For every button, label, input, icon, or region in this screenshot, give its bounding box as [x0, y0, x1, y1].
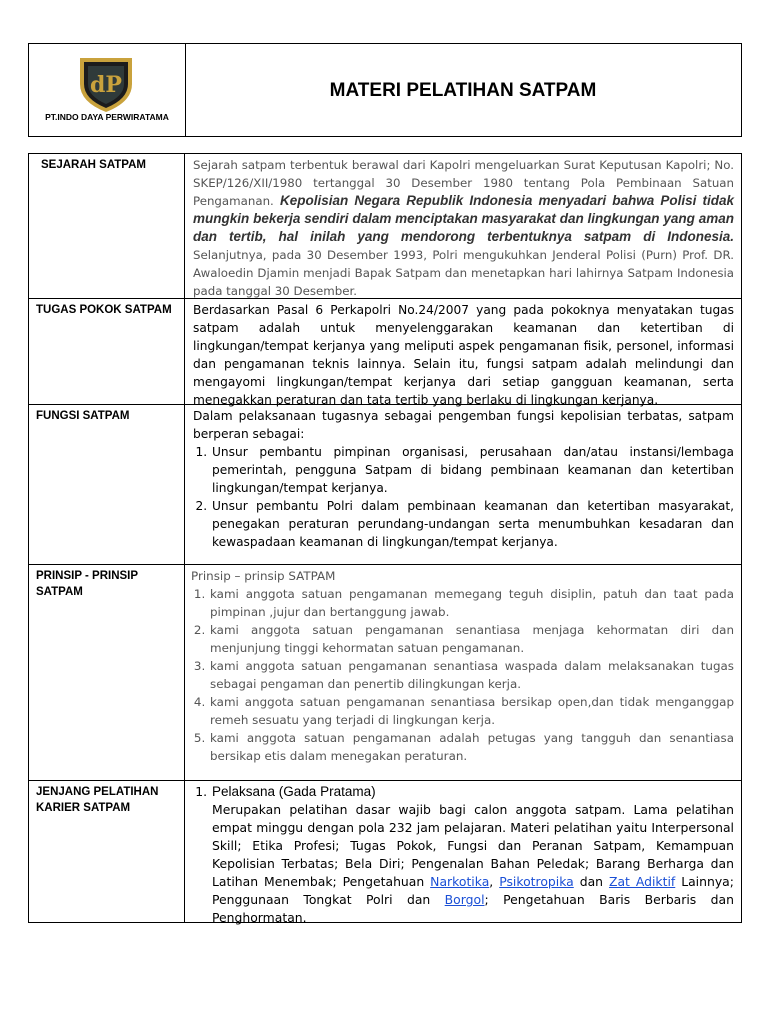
row-sejarah [29, 154, 741, 298]
logo-letters: dP [90, 72, 122, 98]
sejarah-text-3: Selanjutnya, pada 30 Desember 1993, Polri mengukuhkan Jenderal Polisi (Purn) Prof. DR. Awaloedin Djamin menjadi Bapak Satpam dan menetapkan hari lahirnya Satpam Indonesia pada tanggal 30 Desember. [193, 248, 734, 298]
page-title: MATERI PELATIHAN SATPAM [329, 80, 597, 101]
list-item: 2. Unsur pembantu Polri dalam pembinaan keamanan dan ketertiban masyarakat, penegakan peraturan perundang-undangan serta menumbuhkan kesadaran dan kewaspadaan keamanan di lingkungan/tempat kerjanya. [211, 497, 734, 551]
materi-table [28, 153, 742, 923]
link-narkotika[interactable]: Narkotika [430, 874, 490, 889]
jenjang-list [193, 783, 734, 927]
row-prinsip [29, 564, 741, 781]
prinsip-list [191, 585, 734, 765]
list-item: 4. kami anggota satuan pengamanan senantiasa bersikap open,dan tidak menganggap remeh sesuatu yang terjadi di lingkungan kerja. [209, 693, 734, 729]
label-fungsi: FUNGSI SATPAM [36, 410, 130, 422]
label-jenjang: JENJANG PELATIHAN KARIER SATPAM [36, 786, 159, 814]
label-sejarah: SEJARAH SATPAM [41, 159, 146, 171]
content-fungsi [193, 407, 734, 551]
row-jenjang [29, 780, 741, 923]
list-item: 1. Unsur pembantu pimpinan organisasi, perusahaan dan/atau instansi/lembaga pemerintah, pengguna Satpam di bidang pembinaan keamanan dan ketertiban lingkungan/tempat kerjanya. [211, 443, 734, 497]
list-item: 2. kami anggota satuan pengamanan senantiasa menjaga kehormatan diri dan menjunjung tinggi kehormatan satuan pengamanan. [209, 621, 734, 657]
content-tugas: Berdasarkan Pasal 6 Perkapolri No.24/2007 yang pada pokoknya menyatakan tugas satpam adalah untuk menyelenggarakan keamanan dan ketertiban di lingkungan/tempat kerjanya yang meliputi aspek pengamanan fisik, personel, informasi dan pengamanan teknis lainnya. Selain itu, fungsi satpam adalah melindungi dan mengayomi lingkungan/tempat kerjanya dari setiap gangguan keamanan, serta menegakkan peraturan dan tata tertib yang berlaku di lingkungan kerjanya. [193, 303, 734, 407]
sejarah-text-2: Kepolisian Negara Republik Indonesia menyadari bahwa Polisi tidak mungkin bekerja sendiri dalam menciptakan masyarakat dan lingkungan yang aman dan tertib, hal inilah yang mendorong terbentuknya satpam di Indonesia. [193, 193, 735, 244]
label-prinsip: PRINSIP - PRINSIP SATPAM [36, 570, 138, 598]
fungsi-list [193, 443, 734, 551]
row-fungsi [29, 404, 741, 565]
company-logo [76, 54, 136, 114]
company-name: PT.INDO DAYA PERWIRATAMA [45, 112, 169, 122]
sejarah-text-1: Sejarah satpam terbentuk berawal dari Kapolri mengeluarkan Surat Keputusan Kapolri; No. SKEP/126/XII/1980 tertanggal 30 Desember 1980 tentang Pola Pembinaan Satuan Pengamanan. [193, 158, 734, 208]
list-item: 1. kami anggota satuan pengamanan memegang teguh disiplin, patuh dan taat pada pimpinan ,jujur dan bertanggung jawab. [209, 585, 734, 621]
jenjang-sep: , [489, 874, 494, 889]
fungsi-intro: Dalam pelaksanaan tugasnya sebagai pengemban fungsi kepolisian terbatas, satpam berperan sebagai: [193, 409, 734, 441]
jenjang-text-3: ; Pengetahuan Baris Berbaris dan Penghormatan. [212, 892, 734, 925]
link-zat-adiktif[interactable]: Zat Adiktif [608, 874, 676, 889]
content-prinsip [191, 567, 734, 765]
jenjang-text-1: Merupakan pelatihan dasar wajib bagi calon anggota satpam. Lama pelatihan empat minggu dengan pola 232 jam pelajaran. Materi pelatihan yaitu Interpersonal Skill; Etika Profesi; Tugas Pokok, Fungsi dan Peranan Satpam, Kemampuan Kepolisian Terbatas; Bela Diri; Pengenalan Bahan Peledak; Barang Berharga dan Latihan Menembak; Pengetahuan [212, 802, 734, 889]
label-tugas: TUGAS POKOK SATPAM [36, 304, 172, 316]
link-borgol[interactable]: Borgol [444, 892, 485, 907]
jenjang-text-2: Lainnya; Penggunaan Tongkat Polri dan [212, 874, 734, 907]
row-tugas [29, 298, 741, 405]
prinsip-intro: Prinsip – prinsip SATPAM [191, 569, 336, 583]
list-item: 5. kami anggota satuan pengamanan adalah petugas yang tangguh dan senantiasa bersikap etis dalam menegakan peraturan. [209, 729, 734, 765]
content-sejarah [193, 156, 734, 300]
content-jenjang [193, 783, 734, 927]
document-header [28, 43, 742, 137]
list-item [211, 783, 734, 927]
logo-cell [29, 44, 186, 136]
jenjang-item-title: Pelaksana (Gada Pratama) [212, 784, 376, 799]
jenjang-mid: dan [579, 874, 604, 889]
link-psikotropika[interactable]: Psikotropika [499, 874, 574, 889]
list-item: 3. kami anggota satuan pengamanan senantiasa waspada dalam melaksanakan tugas sebagai pengaman dan penertib dilingkungan kerja. [209, 657, 734, 693]
